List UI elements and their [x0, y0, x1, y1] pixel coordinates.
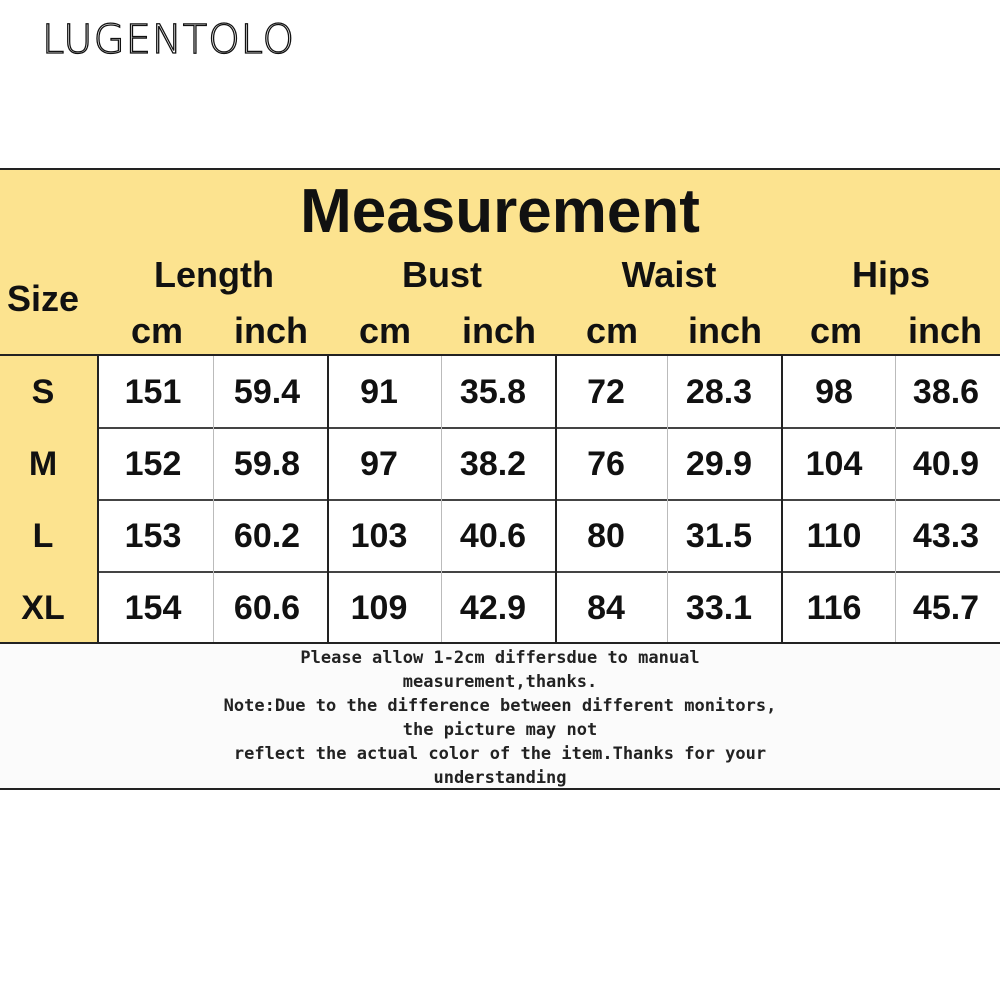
unit-header: inch: [687, 310, 762, 351]
unit-header: cm: [358, 310, 412, 351]
value-cell: 72: [587, 373, 625, 411]
group-header-hips: Hips: [851, 254, 930, 295]
value-cell: 40.9: [912, 445, 980, 483]
size-chart: [0, 168, 1000, 790]
note-line: Note:Due to the difference between different monitors,: [223, 696, 777, 716]
unit-header: inch: [461, 310, 536, 351]
value-cell: 43.3: [912, 517, 980, 555]
value-cell: 116: [806, 589, 862, 627]
size-cell: M: [28, 445, 58, 483]
note-line: Please allow 1-2cm differsdue to manual: [300, 648, 700, 668]
size-chart-header: [0, 168, 1000, 354]
value-cell: 38.2: [459, 445, 527, 483]
value-cell: 98: [815, 373, 853, 411]
unit-header: inch: [907, 310, 982, 351]
brand-logo: LUGENTOLO: [42, 17, 296, 63]
value-cell: 28.3: [685, 373, 753, 411]
value-cell: 76: [587, 445, 625, 483]
table-row: [0, 428, 1000, 500]
value-cell: 151: [124, 373, 182, 411]
value-cell: 80: [587, 517, 625, 555]
value-cell: 40.6: [459, 517, 527, 555]
value-cell: 31.5: [685, 517, 753, 555]
size-chart-body: [0, 354, 1000, 644]
unit-header: cm: [809, 310, 863, 351]
value-cell: 29.9: [685, 445, 753, 483]
group-header-length: Length: [154, 254, 274, 295]
unit-header: inch: [233, 310, 308, 351]
value-cell: 84: [587, 589, 625, 627]
unit-header: cm: [130, 310, 184, 351]
table-row: [0, 572, 1000, 644]
table-row: [0, 356, 1000, 428]
size-cell: XL: [21, 589, 65, 627]
value-cell: 60.6: [233, 589, 301, 627]
value-cell: 42.9: [459, 589, 527, 627]
value-cell: 110: [806, 517, 862, 555]
value-cell: 109: [350, 589, 408, 627]
value-cell: 97: [360, 445, 398, 483]
value-cell: 152: [124, 445, 182, 483]
note-line: understanding: [433, 768, 567, 788]
note-line: measurement,thanks.: [402, 672, 598, 692]
value-cell: 91: [360, 373, 398, 411]
value-cell: 153: [124, 517, 182, 555]
size-cell: S: [31, 373, 55, 411]
value-cell: 45.7: [912, 589, 980, 627]
value-cell: 35.8: [459, 373, 527, 411]
value-cell: 60.2: [233, 517, 301, 555]
note-line: the picture may not: [402, 720, 598, 740]
value-cell: 104: [805, 445, 863, 483]
value-cell: 38.6: [912, 373, 980, 411]
note-line: reflect the actual color of the item.Thanks for your: [233, 744, 767, 764]
chart-title: Measurement: [300, 177, 700, 246]
unit-header: cm: [585, 310, 639, 351]
value-cell: 154: [124, 589, 182, 627]
value-cell: 33.1: [685, 589, 753, 627]
value-cell: 59.4: [233, 373, 301, 411]
size-column-header: Size: [6, 278, 80, 319]
table-row: [0, 500, 1000, 572]
value-cell: 103: [350, 517, 408, 555]
value-cell: 59.8: [233, 445, 301, 483]
group-header-waist: Waist: [621, 254, 717, 295]
group-header-bust: Bust: [402, 254, 482, 295]
measurement-note: [0, 644, 1000, 790]
size-cell: L: [32, 517, 54, 555]
